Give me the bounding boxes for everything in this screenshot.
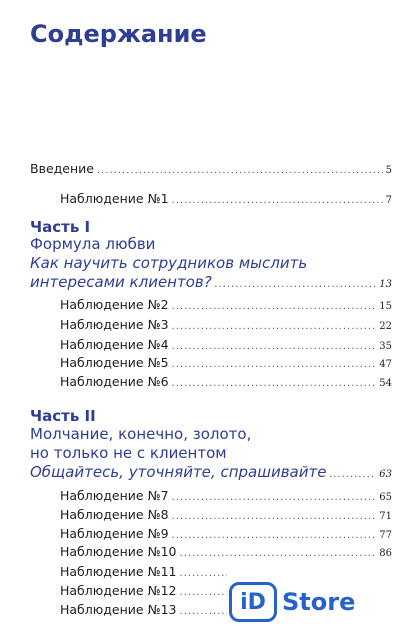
toc-label: Наблюдение №5 [60, 355, 169, 370]
toc-page: 65 [379, 492, 392, 503]
toc-page: 54 [379, 378, 392, 389]
leader-dots [172, 298, 377, 316]
leader-dots [179, 545, 376, 563]
toc-label: Наблюдение №4 [60, 337, 169, 352]
toc-label: Наблюдение №8 [60, 507, 169, 522]
leader-dots [172, 508, 377, 526]
toc-entry-intro[interactable] [30, 160, 392, 178]
toc-label: Наблюдение №3 [60, 317, 169, 332]
toc-label: Наблюдение №7 [60, 488, 169, 503]
toc-label: Введение [30, 161, 94, 176]
toc-page: 71 [379, 511, 392, 522]
toc-page: 5 [385, 165, 392, 176]
toc-entry-observation-8[interactable] [60, 506, 392, 524]
part-1-heading: Часть I [30, 218, 91, 236]
toc-entry-observation-7[interactable] [60, 487, 392, 505]
leader-dots [172, 318, 377, 336]
toc-page: 35 [379, 341, 392, 352]
toc-label: интересами клиентов? [30, 273, 212, 291]
part-1-subtitle: Как научить сотрудников мыслить [30, 254, 308, 272]
toc-label: Наблюдение №10 [60, 544, 177, 559]
part-2-title-line-2: но только не с клиентом [30, 444, 227, 462]
toc-entry-observation-9[interactable] [60, 525, 392, 543]
leader-dots [179, 565, 227, 583]
leader-dots [172, 375, 377, 393]
toc-entry-part-2[interactable] [30, 463, 392, 481]
toc-entry-observation-12[interactable] [60, 582, 230, 600]
toc-entry-observation-6[interactable] [60, 373, 392, 391]
toc-label: Наблюдение №12 [60, 583, 177, 598]
leader-dots [179, 603, 227, 621]
toc-entry-observation-2[interactable] [60, 296, 392, 314]
toc-entry-observation-4[interactable] [60, 336, 392, 354]
part-2-title-line-1: Молчание, конечно, золото, [30, 425, 252, 443]
toc-label: Наблюдение №2 [60, 297, 169, 312]
part-1-title: Формула любви [30, 235, 156, 253]
leader-dots [179, 584, 227, 602]
toc-page: 86 [379, 548, 392, 559]
toc-entry-observation-10[interactable] [60, 543, 392, 561]
leader-dots [172, 356, 377, 374]
toc-page: 63 [379, 469, 392, 480]
toc-page: 13 [379, 279, 392, 290]
leader-dots [215, 276, 377, 294]
toc-entry-observation-11[interactable] [60, 563, 230, 581]
leader-dots [329, 466, 376, 484]
leader-dots [172, 192, 383, 210]
toc-page: 22 [379, 321, 392, 332]
toc-label: Общайтесь, уточняйте, спрашивайте [30, 463, 327, 481]
toc-page: 15 [379, 301, 392, 312]
toc-entry-observation-1[interactable] [60, 190, 392, 208]
toc-page: 7 [385, 195, 392, 206]
toc-entry-observation-13[interactable] [60, 601, 230, 619]
id-logo-icon: iD [229, 582, 277, 622]
toc-label: Наблюдение №13 [60, 602, 177, 617]
toc-label: Наблюдение №11 [60, 564, 177, 579]
toc-page: 47 [379, 359, 392, 370]
leader-dots [97, 162, 383, 180]
store-logo-text: Store [282, 588, 356, 616]
toc-label: Наблюдение №6 [60, 374, 169, 389]
store-watermark-logo [229, 580, 414, 624]
leader-dots [172, 489, 377, 507]
part-2-heading: Часть II [30, 407, 96, 425]
toc-page: 77 [379, 530, 392, 541]
toc-label: Наблюдение №1 [60, 191, 169, 206]
toc-label: Наблюдение №9 [60, 526, 169, 541]
toc-entry-part-1[interactable] [30, 273, 392, 291]
toc-entry-observation-5[interactable] [60, 354, 392, 372]
toc-entry-observation-3[interactable] [60, 316, 392, 334]
page-title: Содержание [30, 20, 207, 48]
